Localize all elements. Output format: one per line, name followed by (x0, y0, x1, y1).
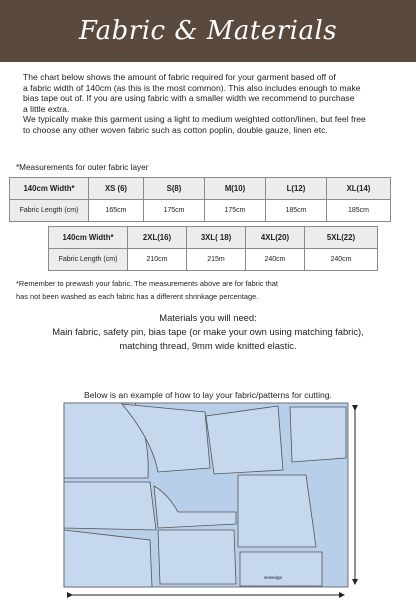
size-cell: XS (6) (89, 178, 144, 200)
pattern-piece-yoke (290, 407, 346, 462)
size-cell: 2XL(16) (128, 227, 187, 249)
size-cell: L(12) (266, 178, 327, 200)
size-cell: M(10) (205, 178, 266, 200)
length-cell: 240cm (246, 249, 305, 271)
intro-line: We typically make this garment using a light to medium weighted cotton/linen, but feel free (23, 114, 366, 125)
layout-caption: Below is an example of how to lay your fabric/patterns for cutting. (84, 390, 332, 400)
materials-line: matching thread, 9mm wide knitted elastic. (119, 340, 297, 351)
intro-line: a little extra. (23, 103, 70, 114)
pattern-piece-sleeve-b (238, 475, 316, 547)
pattern-piece-pocket (158, 530, 236, 584)
pattern-piece-skirt-b (64, 530, 152, 587)
length-cell: 165cm (89, 200, 144, 222)
materials-heading: Materials you will need: (159, 312, 257, 323)
pattern-piece-collar (240, 552, 322, 586)
pattern-piece-sleeve-a (206, 406, 283, 474)
intro-line: bias tape out of. If you are using fabric with a smaller width we recommend to purchase (23, 93, 355, 104)
width-header-cell: 140cm Width* (49, 227, 128, 249)
size-cell: 5XL(22) (305, 227, 378, 249)
length-header-cell: Fabric Length (cm) (49, 249, 128, 271)
length-header-cell: Fabric Length (cm) (10, 200, 89, 222)
measurements-label: *Measurements for outer fabric layer (16, 163, 149, 172)
pattern-piece-skirt-a (64, 482, 156, 530)
size-cell: S(8) (144, 178, 205, 200)
note-line: *Remember to prewash your fabric. The measurements above are for fabric that (16, 279, 278, 288)
size-cell: 4XL(20) (246, 227, 305, 249)
length-cell: 215m (187, 249, 246, 271)
intro-line: to choose any other woven fabric such as cotton poplin, double gauze, linen etc. (23, 124, 328, 135)
size-cell: XL(14) (327, 178, 391, 200)
width-header-cell: 140cm Width* (10, 178, 89, 200)
length-cell: 240cm (305, 249, 378, 271)
intro-line: a fabric width of 140cm (as this is the most common). This also includes enough to make (23, 82, 361, 93)
length-cell: 210cm (128, 249, 187, 271)
length-cell: 175cm (205, 200, 266, 222)
note-line: has not been washed as each fabric has a different shrinkage percentage. (16, 292, 259, 301)
length-cell: 185cm (327, 200, 391, 222)
page-title: Fabric & Materials (78, 16, 338, 46)
selvedge-label: selvedge (264, 575, 283, 580)
length-cell: 175cm (144, 200, 205, 222)
intro-line: The chart below shows the amount of fabric required for your garment based off of (23, 72, 336, 82)
materials-line: Main fabric, safety pin, bias tape (or make your own using matching fabric), (52, 326, 364, 337)
size-cell: 3XL( 18) (187, 227, 246, 249)
length-cell: 185cm (266, 200, 327, 222)
